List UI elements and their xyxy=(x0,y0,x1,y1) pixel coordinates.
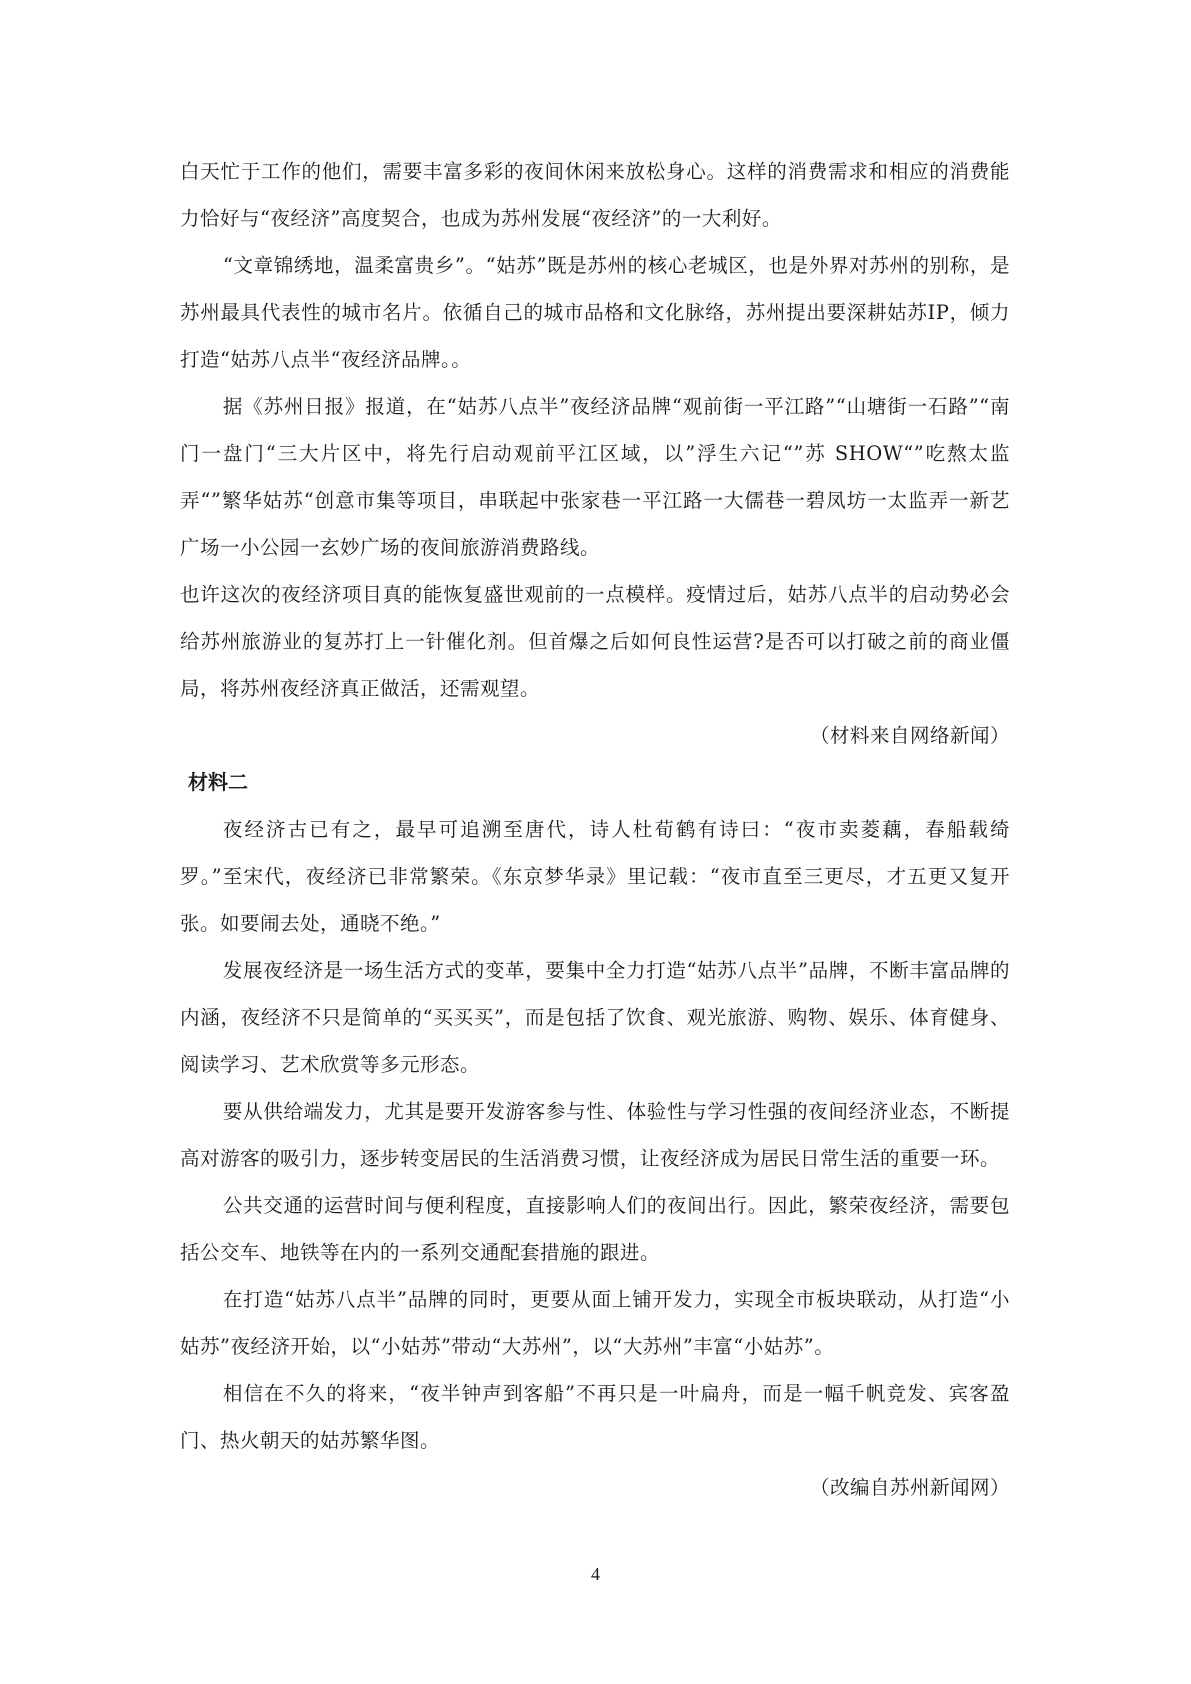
page-number: 4 xyxy=(591,1564,600,1584)
material2-heading: 材料二 xyxy=(188,770,248,794)
material2-paragraph-3: 要从供给端发力，尤其是要开发游客参与性、体验性与学习性强的夜间经济业态，不断提高对游客的吸引力，逐步转变居民的生活消费习惯，让夜经济成为居民日常生活的重要一环。 xyxy=(180,1100,1010,1170)
material2-paragraph-5: 在打造“姑苏八点半”品牌的同时，更要从面上铺开发力，实现全市板块联动，从打造“小姑苏”夜经济开始，以“小姑苏”带动“大苏州”，以“大苏州”丰富“小姑苏”。 xyxy=(180,1288,1010,1358)
document-page xyxy=(180,148,1010,1511)
material2-paragraph-1: 夜经济古已有之，最早可追溯至唐代，诗人杜荀鹤有诗曰：“夜市卖菱藕，春船载绮罗。”至宋代，夜经济已非常繁荣。《东京梦华录》里记载：“夜市直至三更尽，才五更又复开张。如要闹去处，通晓不绝。” xyxy=(180,818,1010,935)
material2-paragraph-2: 发展夜经济是一场生活方式的变革，要集中全力打造“姑苏八点半”品牌，不断丰富品牌的内涵，夜经济不只是简单的“买买买”，而是包括了饮食、观光旅游、购物、娱乐、体育健身、阅读学习、艺术欣赏等多元形态。 xyxy=(180,959,1010,1076)
material2-paragraph-6: 相信在不久的将来，“夜半钟声到客船”不再只是一叶扁舟，而是一幅千帆竞发、宾客盈门、热火朝天的姑苏繁华图。 xyxy=(180,1382,1010,1452)
material1-paragraph-1: 白天忙于工作的他们，需要丰富多彩的夜间休闲来放松身心。这样的消费需求和相应的消费能力恰好与“夜经济”高度契合，也成为苏州发展“夜经济”的一大利好。 xyxy=(180,160,1010,230)
material2-paragraph-4: 公共交通的运营时间与便利程度，直接影响人们的夜间出行。因此，繁荣夜经济，需要包括公交车、地铁等在内的一系列交通配套措施的跟进。 xyxy=(180,1194,1010,1264)
material1-paragraph-3: 据《苏州日报》报道，在“姑苏八点半”夜经济品牌“观前街一平江路”“山塘街一石路”“南门一盘门“三大片区中，将先行启动观前平江区域，以”浮生六记“”苏 SHOW“”吃熬太监弄“”繁华姑苏“创意市集等项目，串联起中张家巷一平江路一大儒巷一碧凤坊一太监弄一新艺广场一小公园一玄妙广场的夜间旅游消费路线。 xyxy=(180,395,1010,559)
material1-paragraph-4: 也许这次的夜经济项目真的能恢复盛世观前的一点模样。疫情过后，姑苏八点半的启动势必会给苏州旅游业的复苏打上一针催化剂。但首爆之后如何良性运营?是否可以打破之前的商业僵局，将苏州夜经济真正做活，还需观望。 xyxy=(180,583,1010,700)
material1-source: （材料来自网络新闻） xyxy=(809,724,1010,747)
material1-paragraph-2: “文章锦绣地，温柔富贵乡”。“姑苏”既是苏州的核心老城区，也是外界对苏州的别称，是苏州最具代表性的城市名片。依循自己的城市品格和文化脉络，苏州提出要深耕姑苏IP，倾力打造“姑苏八点半“夜经济品牌。。 xyxy=(180,254,1010,371)
material2-source: （改编自苏州新闻网） xyxy=(809,1476,1010,1499)
